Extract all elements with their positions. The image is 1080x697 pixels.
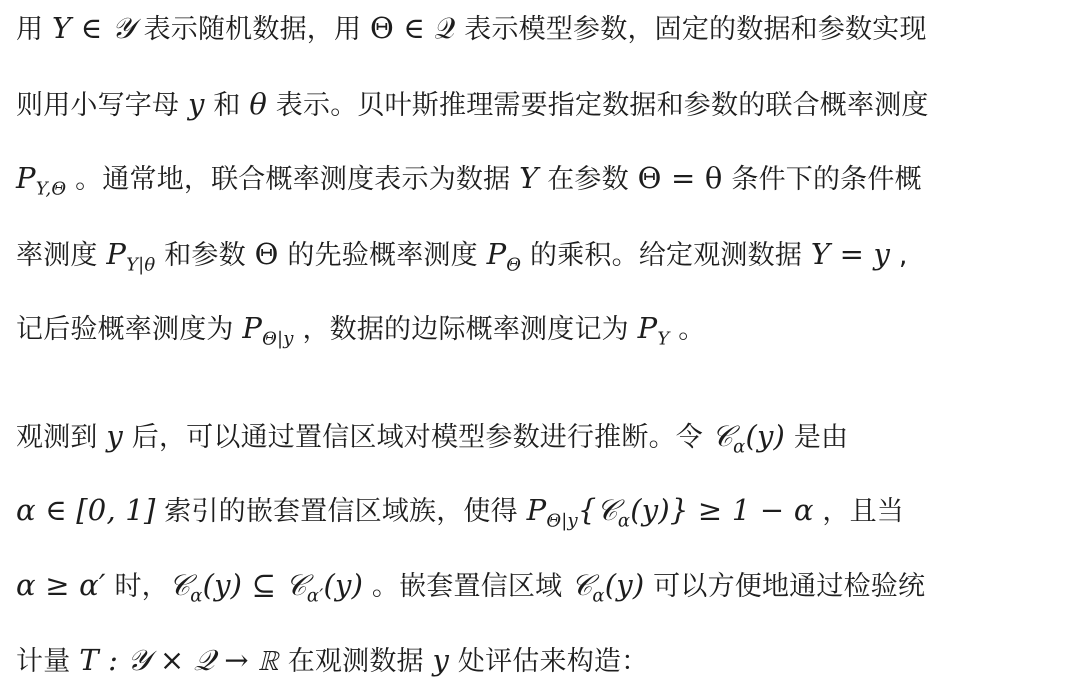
math-alpha-geq-alpha-prime: α ≥ α′ xyxy=(16,568,106,602)
text: 记后验概率测度为 xyxy=(16,314,243,345)
expr: (y) xyxy=(323,568,364,602)
math-P-Y-Theta xyxy=(16,161,67,200)
text: 在观测数据 xyxy=(278,646,433,677)
symbol: P xyxy=(526,493,547,527)
math-P-Y xyxy=(637,311,670,350)
math-posterior-inequality xyxy=(526,493,814,532)
paragraph-1-line-3 xyxy=(16,158,922,198)
math-y: y xyxy=(187,87,205,121)
symbol: 𝒞 xyxy=(571,568,593,602)
text: 索引的嵌套置信区域族，使得 xyxy=(155,496,527,527)
argument: (y) xyxy=(745,419,786,453)
math-Y-eq-y: Y = y xyxy=(810,237,891,271)
paragraph-1-line-4 xyxy=(16,234,908,274)
text: 在参数 xyxy=(538,164,638,195)
symbol: P xyxy=(242,311,263,345)
text: 条件下的条件概 xyxy=(722,164,922,195)
text: 处评估来构造： xyxy=(449,646,649,677)
symbol: P xyxy=(16,161,36,195)
text: 表示随机数据，用 xyxy=(134,14,370,45)
text: 后，可以通过置信区域对模型参数进行推断。令 xyxy=(122,422,712,453)
math-y: y xyxy=(432,643,450,677)
paragraph-2-line-1 xyxy=(16,416,848,456)
text: 表示模型参数，固定的数据和参数实现 xyxy=(455,14,927,45)
math-C-alpha-y xyxy=(571,568,645,607)
math-theta-in-Q: Θ ∈ 𝒬 xyxy=(369,11,456,45)
subscript: Θ xyxy=(506,254,522,276)
symbol: P xyxy=(637,311,658,345)
math-Y: Y xyxy=(519,161,539,195)
paragraph-2-line-4 xyxy=(16,640,648,680)
text: 和 xyxy=(204,90,250,121)
subscript: Θ|y xyxy=(546,510,578,532)
text: 。通常地，联合概率测度表示为数据 xyxy=(66,164,520,195)
math-nested-subset xyxy=(168,568,364,607)
text: 观测到 xyxy=(16,422,107,453)
expr: (y) ⊆ 𝒞 xyxy=(202,568,307,602)
math-test-statistic: T : 𝒴 × 𝒬 → ℝ xyxy=(79,643,279,677)
paragraph-2-line-2 xyxy=(16,490,904,530)
math-y-in-Y: Y ∈ 𝒴 xyxy=(51,11,135,45)
paragraph-2-line-3 xyxy=(16,565,925,605)
paragraph-1-line-5 xyxy=(16,308,705,348)
text: 可以方便地通过检验统 xyxy=(644,571,926,602)
math-Theta: Θ xyxy=(254,237,279,271)
text: , xyxy=(890,240,908,271)
math-P-Theta-given-y xyxy=(242,311,294,350)
text: 时， xyxy=(105,571,169,602)
subscript: Y xyxy=(657,328,670,350)
text: 计量 xyxy=(16,646,80,677)
symbol: 𝒞 xyxy=(168,568,191,602)
text: 的先验概率测度 xyxy=(278,240,487,271)
expr: {𝒞 xyxy=(577,493,618,527)
symbol: 𝒞 xyxy=(711,419,734,453)
text: ，且当 xyxy=(813,496,904,527)
subscript: Θ|y xyxy=(262,328,294,350)
text: 是由 xyxy=(785,422,849,453)
text: 则用小写字母 xyxy=(16,90,188,121)
text: 和参数 xyxy=(155,240,255,271)
expr: (y)} ≥ 1 − α xyxy=(630,493,814,527)
text: 表示。贝叶斯推理需要指定数据和参数的联合概率测度 xyxy=(267,90,929,121)
subscript: α′ xyxy=(306,585,324,607)
paragraph-1-line-1 xyxy=(16,8,927,48)
text: 的乘积。给定观测数据 xyxy=(521,240,811,271)
text: 率测度 xyxy=(16,240,107,271)
text: 。 xyxy=(669,314,706,345)
symbol: P xyxy=(106,237,127,271)
math-P-Theta xyxy=(486,237,522,276)
symbol: P xyxy=(486,237,507,271)
subscript: α xyxy=(592,585,605,607)
subscript: α xyxy=(617,510,631,532)
argument: (y) xyxy=(604,568,645,602)
subscript: Y|θ xyxy=(126,254,156,276)
text: 。嵌套置信区域 xyxy=(363,571,572,602)
math-alpha-in-interval: α ∈ [0, 1] xyxy=(16,493,156,527)
math-y: y xyxy=(106,419,123,453)
math-theta: θ xyxy=(249,87,268,121)
math-P-Y-given-theta xyxy=(106,237,156,276)
paragraph-1-line-2 xyxy=(16,84,929,124)
subscript: α xyxy=(733,436,746,458)
subscript: α xyxy=(190,585,203,607)
text: 用 xyxy=(16,14,52,45)
text: ，数据的边际概率测度记为 xyxy=(293,314,638,345)
subscript: Y,Θ xyxy=(35,178,67,200)
math-C-alpha-y xyxy=(711,419,786,458)
math-Theta-eq-theta: Θ = θ xyxy=(637,161,723,195)
